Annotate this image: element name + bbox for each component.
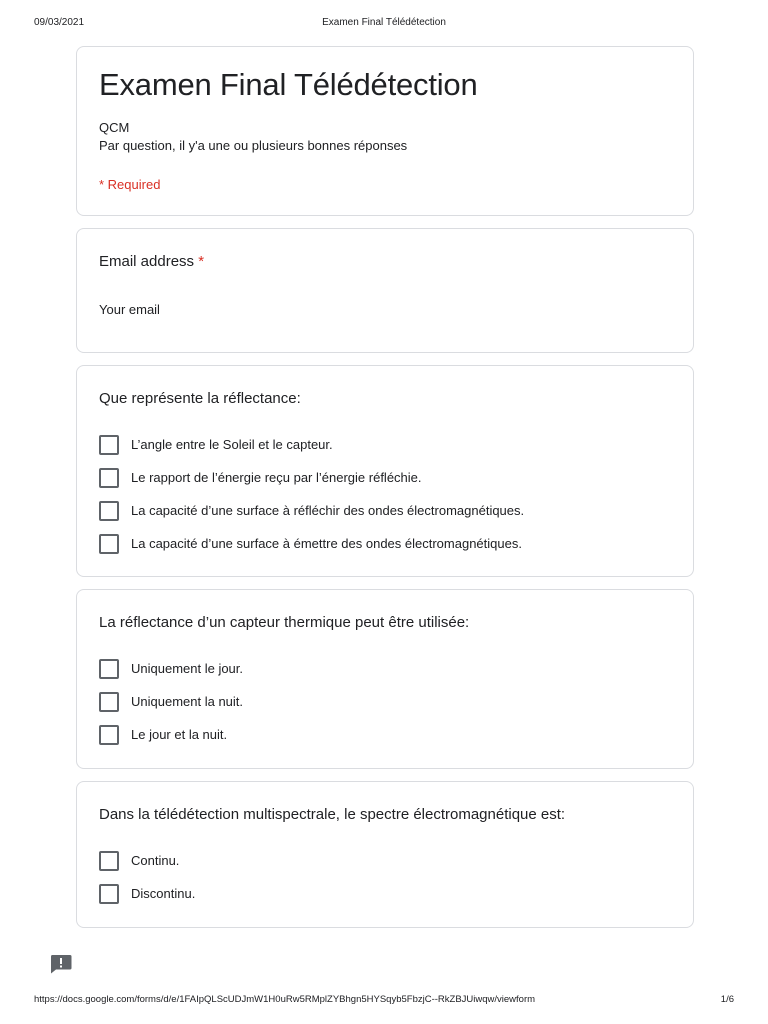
required-star: * bbox=[198, 253, 205, 270]
option-label: Continu. bbox=[131, 853, 180, 868]
checkbox-option[interactable] bbox=[99, 461, 524, 494]
question-card-2 bbox=[76, 589, 694, 769]
option-label: Uniquement la nuit. bbox=[131, 694, 244, 709]
email-label-text: Email address bbox=[99, 253, 195, 270]
print-footer bbox=[0, 994, 768, 1008]
checkbox[interactable] bbox=[99, 501, 119, 521]
checkbox-option[interactable] bbox=[99, 685, 243, 718]
checkbox[interactable] bbox=[99, 468, 119, 488]
question-title: Que représente la réflectance: bbox=[99, 390, 301, 407]
option-label: Discontinu. bbox=[131, 886, 196, 901]
checkbox-option[interactable] bbox=[99, 428, 524, 461]
option-label: Le rapport de l’énergie reçu par l’énergie réfléchie. bbox=[131, 470, 422, 485]
checkbox-option[interactable] bbox=[99, 494, 524, 527]
checkbox-option[interactable] bbox=[99, 844, 195, 877]
email-question-card bbox=[76, 228, 694, 353]
option-label: La capacité d’une surface à émettre des ondes électromagnétiques. bbox=[131, 536, 522, 551]
question-title: Dans la télédétection multispectrale, le spectre électromagnétique est: bbox=[99, 806, 566, 823]
question-card-3 bbox=[76, 781, 694, 928]
checkbox[interactable] bbox=[99, 659, 119, 679]
checkbox[interactable] bbox=[99, 435, 119, 455]
feedback-icon[interactable] bbox=[50, 954, 72, 974]
print-title: Examen Final Télédétection bbox=[322, 17, 446, 28]
question-title: La réflectance d’un capteur thermique peut être utilisée: bbox=[99, 614, 470, 631]
form-description-line1: QCM bbox=[99, 120, 130, 135]
print-date: 09/03/2021 bbox=[34, 17, 85, 28]
form-header-card bbox=[76, 46, 694, 216]
option-label: La capacité d’une surface à réfléchir des ondes électromagnétiques. bbox=[131, 503, 525, 518]
checkbox-option[interactable] bbox=[99, 652, 243, 685]
option-label: Uniquement le jour. bbox=[131, 661, 244, 676]
print-header bbox=[0, 17, 768, 31]
checkbox[interactable] bbox=[99, 692, 119, 712]
option-label: L’angle entre le Soleil et le capteur. bbox=[131, 437, 333, 452]
checkbox[interactable] bbox=[99, 725, 119, 745]
checkbox-option[interactable] bbox=[99, 718, 243, 751]
checkbox-option[interactable] bbox=[99, 527, 524, 560]
email-label bbox=[99, 253, 204, 270]
checkbox[interactable] bbox=[99, 884, 119, 904]
options-list bbox=[99, 652, 243, 751]
form-description-line2: Par question, il y'a une ou plusieurs bonnes réponses bbox=[99, 138, 408, 153]
question-card-1 bbox=[76, 365, 694, 577]
option-label: Le jour et la nuit. bbox=[131, 727, 228, 742]
form-title: Examen Final Télédétection bbox=[99, 67, 478, 102]
print-url: https://docs.google.com/forms/d/e/1FAIpQLScUDJmW1H0uRw5RMplZYBhgn5HYSqyb5FbzjC--RkZBJUiwqw/viewform bbox=[34, 994, 536, 1005]
checkbox-option[interactable] bbox=[99, 877, 195, 910]
page-count: 1/6 bbox=[720, 994, 734, 1005]
options-list bbox=[99, 844, 195, 910]
options-list bbox=[99, 428, 524, 560]
checkbox[interactable] bbox=[99, 851, 119, 871]
email-field[interactable]: Your email bbox=[99, 302, 160, 317]
checkbox[interactable] bbox=[99, 534, 119, 554]
required-note: * Required bbox=[99, 177, 161, 192]
form-description bbox=[99, 119, 407, 155]
